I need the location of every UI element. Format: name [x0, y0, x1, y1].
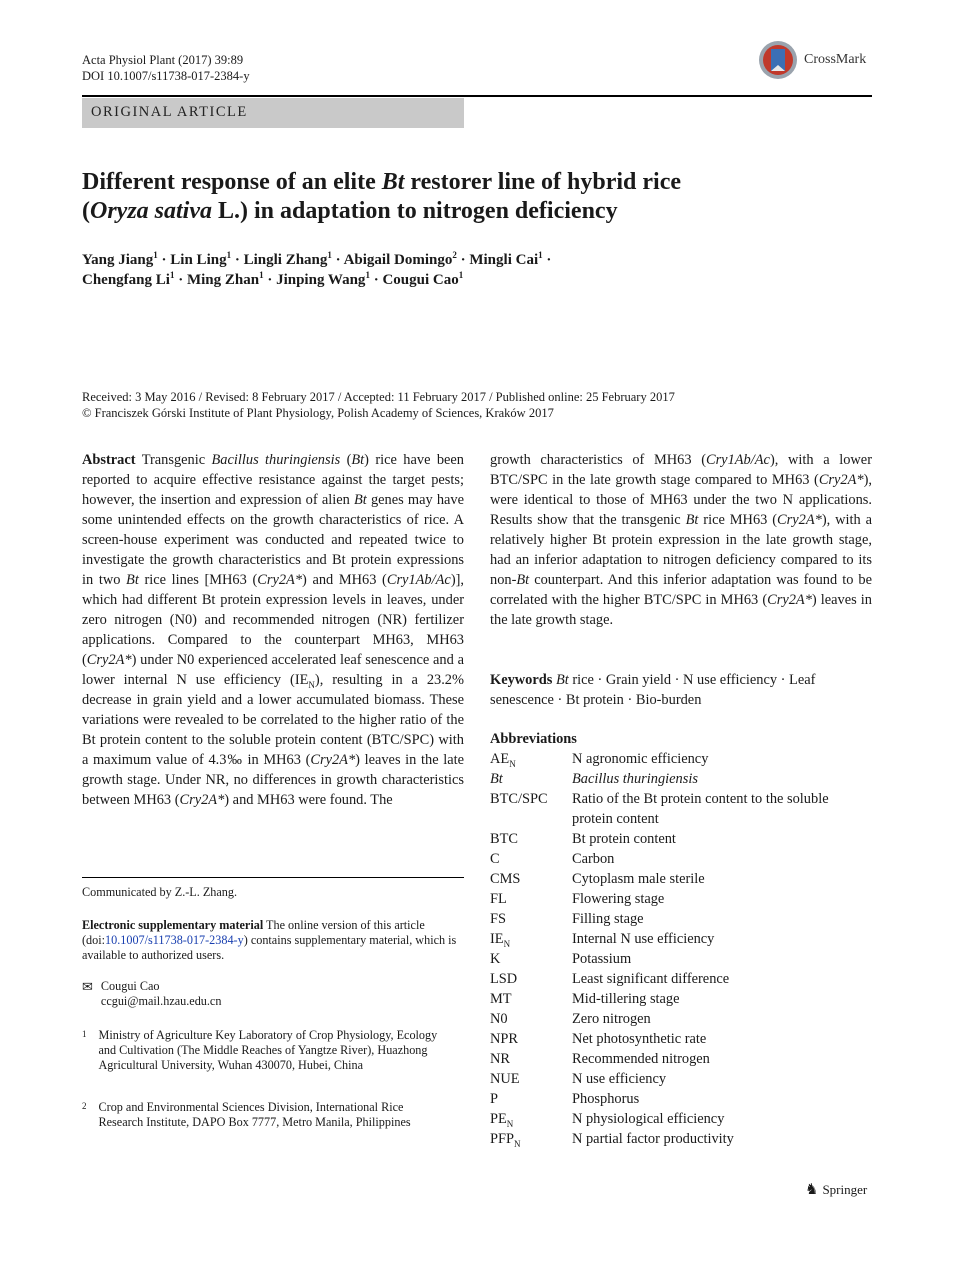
- abbreviation-definition: N use efficiency: [572, 1071, 667, 1087]
- corresponding-author: [82, 979, 464, 1009]
- abbreviation-row: [490, 749, 872, 769]
- abbreviation-term: K: [490, 951, 501, 967]
- abbreviation-definition: Zero nitrogen: [572, 1011, 651, 1027]
- abbreviation-row: [490, 1089, 872, 1109]
- abbreviation-row: [490, 849, 872, 869]
- author-name: Yang Jiang: [82, 252, 154, 268]
- abbreviation-term: Bt: [490, 771, 503, 787]
- abbreviation-definition: Bt protein content: [572, 831, 676, 847]
- abbreviation-row: [490, 989, 872, 1009]
- abbreviation-definition: Recommended nitrogen: [572, 1051, 710, 1067]
- abbreviation-definition: Net photosynthetic rate: [572, 1031, 707, 1047]
- abbreviation-row: [490, 1049, 872, 1069]
- abbreviation-term: CMS: [490, 871, 521, 887]
- author-name: Ming Zhan: [186, 272, 260, 288]
- title-text: Different response of an elite: [82, 169, 382, 195]
- affiliation-1: [82, 1028, 442, 1073]
- author-name: Jinping Wang: [276, 272, 366, 288]
- abbreviation-term: N0: [490, 1011, 508, 1027]
- title-italic: Oryza sativa: [90, 198, 212, 224]
- abbreviation-definition: Cytoplasm male sterile: [572, 871, 705, 887]
- abbreviation-row: [490, 909, 872, 929]
- abbreviation-term: LSD: [490, 971, 518, 987]
- corr-email[interactable]: ccgui@mail.hzau.edu.cn: [100, 994, 222, 1008]
- author-affiliation: 1: [327, 250, 332, 260]
- publisher-name: Springer: [822, 1181, 868, 1197]
- abbreviation-term: BTC/SPC: [490, 791, 548, 807]
- esm-text: ) contains supplementary material, which is available to authorized users.: [82, 933, 457, 962]
- abstract-text-right: growth characteristics of MH63 (Cry1Ab/Ac), with a lower BTC/SPC in the late growth stage compared to MH63 (Cry2A*), were identical to those of MH63 under the two N applications. Results show that the transgenic Bt rice MH63 (Cry2A*), with a relatively higher Bt protein expression in the late growth stage, had an inferior adaptation to nitrogen deficiency compared to its non-Bt counterpart. And this inferior adaptation was found to be correlated with the higher BTC/SPC in MH63 (Cry2A*) leaves in the late growth stage.: [490, 452, 873, 628]
- abbreviation-row: [490, 789, 872, 829]
- journal-info: [82, 52, 250, 84]
- author-affiliation: 1: [365, 270, 370, 280]
- abbreviation-definition: N partial factor productivity: [572, 1131, 734, 1147]
- affiliation-2: [82, 1100, 442, 1130]
- communicated-by: Communicated by Z.-L. Zhang.: [82, 885, 238, 899]
- abbreviation-term: C: [490, 851, 500, 867]
- abbreviation-term: NUE: [490, 1071, 520, 1087]
- abbreviation-row: [490, 1069, 872, 1089]
- abbreviation-term: NPR: [490, 1031, 518, 1047]
- abbreviation-definition: Filling stage: [572, 911, 644, 927]
- abbreviation-definition: Flowering stage: [572, 891, 665, 907]
- journal-citation: Acta Physiol Plant (2017) 39:89: [82, 53, 244, 67]
- esm-note: [82, 918, 464, 963]
- title-text: restorer line of hybrid rice: [404, 169, 682, 195]
- article-dates: [82, 389, 872, 421]
- aff-text: Crop and Environmental Sciences Division, International Rice Research Institute, DAPO Box 7777, Metro Manila, Philippines: [98, 1100, 411, 1129]
- author-affiliation: 1: [538, 250, 543, 260]
- author-name: Abigail Domingo: [343, 252, 453, 268]
- aff-text: Ministry of Agriculture Key Laboratory of Crop Physiology, Ecology and Cultivation (The Middle Reaches of Yangtze River), Huazhong Agricultural University, Wuhan 430070, Hubei, China: [98, 1028, 438, 1072]
- esm-text: The online version of this article (doi:: [82, 918, 425, 947]
- author-affiliation: 1: [458, 270, 464, 280]
- author-name: Cougui Cao: [382, 272, 459, 288]
- abbreviations-title: Abbreviations: [490, 731, 577, 747]
- abbreviation-definition: N agronomic efficiency: [572, 751, 709, 767]
- abstract-label: Abstract: [82, 452, 136, 468]
- corr-name: Cougui Cao: [100, 979, 160, 993]
- abstract-continued: [490, 450, 872, 630]
- keywords-label: Keywords: [490, 672, 553, 688]
- author-line: Yang Jiang$^1$ · Lin Ling$^1$ · Lingli Zhang$^1$ · Abigail Domingo$^2$ · Mingli Cai$^1$ ·: [82, 250, 552, 268]
- title-text: (: [82, 198, 90, 224]
- abbreviation-definition: N physiological efficiency: [572, 1111, 725, 1127]
- aff-number: 2: [82, 1101, 87, 1111]
- abbreviation-term: $PFP_N$: [490, 1131, 521, 1149]
- abbreviation-term: $PE_N$: [490, 1111, 514, 1129]
- history-dates: Received: 3 May 2016 / Revised: 8 February 2017 / Accepted: 11 February 2017 / Published online: 25 February 2017: [82, 390, 675, 404]
- abbreviation-term: MT: [490, 991, 512, 1007]
- publisher-footer: [805, 1180, 867, 1199]
- abbreviation-row: [490, 769, 872, 789]
- esm-doi-link[interactable]: 10.1007/s11738-017-2384-y: [105, 933, 244, 947]
- abbreviation-term: P: [490, 1091, 499, 1107]
- author-list: [82, 250, 802, 290]
- section-label: ORIGINAL ARTICLE: [91, 104, 248, 120]
- abbreviation-definition: Internal N use efficiency: [572, 931, 715, 947]
- abbreviation-term: BTC: [490, 831, 518, 847]
- abbreviation-row: [490, 1009, 872, 1029]
- author-affiliation: 1: [153, 250, 158, 260]
- abbreviation-row: [490, 869, 872, 889]
- abbreviation-definition: Bacillus thuringiensis: [572, 771, 698, 787]
- abbreviation-definition: Phosphorus: [572, 1091, 640, 1107]
- author-affiliation: 2: [452, 250, 457, 260]
- author-name: Lingli Zhang: [243, 252, 328, 268]
- header-rule: [82, 95, 872, 97]
- esm-label: Electronic supplementary material: [82, 918, 264, 932]
- abbreviation-definition: Mid-tillering stage: [572, 991, 680, 1007]
- abbreviation-term: NR: [490, 1051, 510, 1067]
- abbreviation-term: $AE_N$: [490, 751, 516, 769]
- keywords-text: Bt rice · Grain yield · N use efficiency · Leaf senescence · Bt protein · Bio-burden: [490, 672, 816, 708]
- abbreviation-row: [490, 949, 872, 969]
- title-text: L.) in adaptation to nitrogen deficiency: [212, 198, 618, 224]
- abbreviation-row: [490, 829, 872, 849]
- section-banner: [82, 98, 464, 128]
- journal-doi: DOI 10.1007/s11738-017-2384-y: [82, 69, 250, 83]
- crossmark-badge[interactable]: [758, 40, 866, 80]
- author-affiliation: 1: [259, 270, 264, 280]
- abbreviation-term: $IE_N$: [490, 931, 511, 949]
- crossmark-label: CrossMark: [804, 52, 867, 67]
- article-title: [82, 168, 802, 226]
- springer-horse-icon: ♞: [805, 1182, 819, 1198]
- keywords: [490, 670, 872, 710]
- author-name: Lin Ling: [170, 252, 227, 268]
- copyright: © Franciszek Górski Institute of Plant Physiology, Polish Academy of Sciences, Kraków 2017: [82, 406, 554, 420]
- abbreviation-definition: Carbon: [572, 851, 615, 867]
- abbreviation-row: [490, 889, 872, 909]
- abbreviation-row: [490, 969, 872, 989]
- aff-number: 1: [82, 1029, 87, 1039]
- abbreviation-row: [490, 1129, 872, 1149]
- abbreviation-row: [490, 1029, 872, 1049]
- abbreviation-definition: Ratio of the Bt protein content to the soluble protein content: [572, 791, 829, 827]
- author-affiliation: 1: [226, 250, 232, 260]
- abbreviation-definition: Potassium: [572, 951, 632, 967]
- abbreviations-list: [490, 749, 872, 1149]
- footnote-rule: [82, 877, 464, 878]
- abbreviation-row: [490, 1109, 872, 1129]
- author-name: Chengfang Li: [82, 272, 170, 288]
- author-name: Mingli Cai: [469, 252, 539, 268]
- author-line: Chengfang $Li^1$ · Ming Zhan$^1$ · Jinping Wang$^1$ · Cougui Cao$^1$: [82, 270, 464, 288]
- abstract-text-left: Transgenic Bacillus thuringiensis (Bt) rice have been reported to acquire effective resistance against the target pests; however, the insertion and expression of alien Bt genes may have some unintended effects on the growth characteristics of rice. A screen-house experiment was conducted and repeated twice to investigate the growth characteristics and Bt protein expressions in two Bt rice lines [MH63 (Cry2A*) and MH63 (Cry1Ab/Ac)], which had different Bt protein expression levels in leaves, under zero nitrogen (N0) and recommended nitrogen (NR) fertilizer applications. Compared to the counterpart MH63, MH63 (Cry2A*) under N0 experienced accelerated leaf senescence and a lower internal N use efficiency $(IE_N)$, resulting in a 23.2% decrease in grain yield and a lower accumulated biomass. These variations were revealed to be correlated to the higher ratio of the Bt protein content to the soluble protein content (BTC/SPC) with a maximum value of 4.3‰ in MH63 (Cry2A*) leaves in the late growth stage. Under NR, no differences in growth characteristics between MH63 (Cry2A*) and MH63 were found. The: [82, 452, 464, 808]
- abbreviation-term: FL: [490, 891, 507, 907]
- title-italic: Bt: [381, 169, 405, 195]
- envelope-icon: ✉: [82, 979, 93, 994]
- abbreviation-term: FS: [490, 911, 507, 927]
- crossmark-icon: [758, 40, 798, 80]
- author-affiliation: 1: [169, 270, 175, 280]
- abbreviation-row: [490, 929, 872, 949]
- abstract: [82, 450, 464, 810]
- abbreviation-definition: Least significant difference: [572, 971, 730, 987]
